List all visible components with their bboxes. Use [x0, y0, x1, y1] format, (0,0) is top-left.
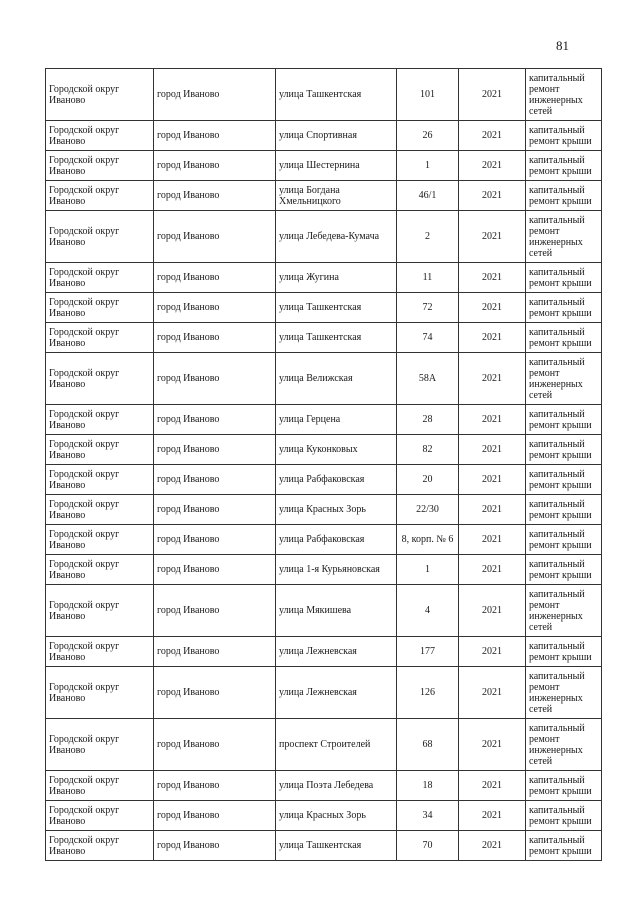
- cell-okrug: Городской округ Иваново: [46, 211, 154, 263]
- cell-work: капитальный ремонт крыши: [526, 151, 602, 181]
- cell-house: 4: [397, 585, 459, 637]
- table-row: [46, 719, 602, 771]
- cell-street: улица 1-я Курьяновская: [276, 555, 397, 585]
- cell-year: 2021: [459, 69, 526, 121]
- cell-year: 2021: [459, 831, 526, 861]
- cell-okrug: Городской округ Иваново: [46, 353, 154, 405]
- cell-year: 2021: [459, 667, 526, 719]
- cell-okrug: Городской округ Иваново: [46, 151, 154, 181]
- table-row: [46, 667, 602, 719]
- cell-street: улица Ташкентская: [276, 69, 397, 121]
- cell-street: улица Ташкентская: [276, 831, 397, 861]
- cell-house: 72: [397, 293, 459, 323]
- cell-city: город Иваново: [154, 555, 276, 585]
- cell-year: 2021: [459, 181, 526, 211]
- cell-work: капитальный ремонт крыши: [526, 405, 602, 435]
- table-body: [46, 69, 602, 861]
- cell-work: капитальный ремонт крыши: [526, 771, 602, 801]
- cell-work: капитальный ремонт инженерных сетей: [526, 211, 602, 263]
- cell-okrug: Городской округ Иваново: [46, 405, 154, 435]
- cell-city: город Иваново: [154, 667, 276, 719]
- cell-house: 46/1: [397, 181, 459, 211]
- cell-okrug: Городской округ Иваново: [46, 719, 154, 771]
- table-row: [46, 831, 602, 861]
- cell-street: улица Лебедева-Кумача: [276, 211, 397, 263]
- cell-okrug: Городской округ Иваново: [46, 465, 154, 495]
- cell-okrug: Городской округ Иваново: [46, 435, 154, 465]
- cell-okrug: Городской округ Иваново: [46, 263, 154, 293]
- cell-house: 22/30: [397, 495, 459, 525]
- table-row: [46, 211, 602, 263]
- cell-street: улица Рабфаковская: [276, 525, 397, 555]
- table-row: [46, 69, 602, 121]
- cell-work: капитальный ремонт крыши: [526, 181, 602, 211]
- cell-work: капитальный ремонт крыши: [526, 801, 602, 831]
- table-row: [46, 293, 602, 323]
- cell-year: 2021: [459, 323, 526, 353]
- table-row: [46, 585, 602, 637]
- cell-city: город Иваново: [154, 353, 276, 405]
- table-row: [46, 323, 602, 353]
- cell-house: 70: [397, 831, 459, 861]
- cell-year: 2021: [459, 435, 526, 465]
- registry-table: [45, 68, 602, 861]
- cell-city: город Иваново: [154, 435, 276, 465]
- cell-house: 8, корп. № 6: [397, 525, 459, 555]
- cell-year: 2021: [459, 637, 526, 667]
- cell-work: капитальный ремонт крыши: [526, 323, 602, 353]
- table-row: [46, 263, 602, 293]
- cell-street: улица Куконковых: [276, 435, 397, 465]
- cell-street: улица Богдана Хмельницкого: [276, 181, 397, 211]
- cell-work: капитальный ремонт крыши: [526, 465, 602, 495]
- cell-work: капитальный ремонт крыши: [526, 525, 602, 555]
- table-row: [46, 771, 602, 801]
- cell-street: улица Ташкентская: [276, 323, 397, 353]
- cell-street: улица Лежневская: [276, 637, 397, 667]
- cell-house: 11: [397, 263, 459, 293]
- cell-okrug: Городской округ Иваново: [46, 771, 154, 801]
- cell-work: капитальный ремонт крыши: [526, 121, 602, 151]
- cell-okrug: Городской округ Иваново: [46, 121, 154, 151]
- table-row: [46, 495, 602, 525]
- cell-street: улица Ташкентская: [276, 293, 397, 323]
- cell-year: 2021: [459, 525, 526, 555]
- cell-year: 2021: [459, 211, 526, 263]
- cell-year: 2021: [459, 263, 526, 293]
- cell-street: улица Поэта Лебедева: [276, 771, 397, 801]
- cell-year: 2021: [459, 293, 526, 323]
- table-row: [46, 353, 602, 405]
- cell-house: 26: [397, 121, 459, 151]
- cell-city: город Иваново: [154, 181, 276, 211]
- cell-year: 2021: [459, 771, 526, 801]
- cell-okrug: Городской округ Иваново: [46, 323, 154, 353]
- cell-work: капитальный ремонт крыши: [526, 555, 602, 585]
- cell-house: 18: [397, 771, 459, 801]
- table-row: [46, 181, 602, 211]
- cell-okrug: Городской округ Иваново: [46, 181, 154, 211]
- cell-house: 2: [397, 211, 459, 263]
- cell-city: город Иваново: [154, 719, 276, 771]
- cell-work: капитальный ремонт крыши: [526, 637, 602, 667]
- table-row: [46, 435, 602, 465]
- cell-street: улица Жугина: [276, 263, 397, 293]
- cell-house: 34: [397, 801, 459, 831]
- cell-street: проспект Строителей: [276, 719, 397, 771]
- table-row: [46, 465, 602, 495]
- cell-okrug: Городской округ Иваново: [46, 495, 154, 525]
- cell-work: капитальный ремонт инженерных сетей: [526, 69, 602, 121]
- cell-year: 2021: [459, 121, 526, 151]
- cell-house: 28: [397, 405, 459, 435]
- cell-year: 2021: [459, 585, 526, 637]
- cell-work: капитальный ремонт инженерных сетей: [526, 667, 602, 719]
- cell-year: 2021: [459, 555, 526, 585]
- cell-okrug: Городской округ Иваново: [46, 637, 154, 667]
- cell-city: город Иваново: [154, 831, 276, 861]
- cell-city: город Иваново: [154, 771, 276, 801]
- cell-work: капитальный ремонт крыши: [526, 495, 602, 525]
- cell-year: 2021: [459, 801, 526, 831]
- cell-okrug: Городской округ Иваново: [46, 555, 154, 585]
- table-row: [46, 405, 602, 435]
- table-row: [46, 151, 602, 181]
- page-number: 81: [556, 38, 569, 53]
- cell-house: 68: [397, 719, 459, 771]
- cell-work: капитальный ремонт инженерных сетей: [526, 353, 602, 405]
- cell-house: 58А: [397, 353, 459, 405]
- cell-street: улица Велижская: [276, 353, 397, 405]
- cell-city: город Иваново: [154, 263, 276, 293]
- cell-okrug: Городской округ Иваново: [46, 801, 154, 831]
- cell-city: город Иваново: [154, 801, 276, 831]
- cell-house: 82: [397, 435, 459, 465]
- cell-house: 1: [397, 151, 459, 181]
- cell-city: город Иваново: [154, 211, 276, 263]
- cell-okrug: Городской округ Иваново: [46, 525, 154, 555]
- cell-house: 126: [397, 667, 459, 719]
- cell-work: капитальный ремонт инженерных сетей: [526, 585, 602, 637]
- cell-year: 2021: [459, 151, 526, 181]
- cell-house: 74: [397, 323, 459, 353]
- cell-city: город Иваново: [154, 151, 276, 181]
- cell-city: город Иваново: [154, 637, 276, 667]
- cell-house: 1: [397, 555, 459, 585]
- cell-street: улица Спортивная: [276, 121, 397, 151]
- cell-okrug: Городской округ Иваново: [46, 831, 154, 861]
- cell-street: улица Красных Зорь: [276, 801, 397, 831]
- cell-house: 101: [397, 69, 459, 121]
- cell-street: улица Красных Зорь: [276, 495, 397, 525]
- cell-okrug: Городской округ Иваново: [46, 585, 154, 637]
- table-row: [46, 121, 602, 151]
- cell-city: город Иваново: [154, 465, 276, 495]
- cell-city: город Иваново: [154, 121, 276, 151]
- cell-okrug: Городской округ Иваново: [46, 293, 154, 323]
- table-row: [46, 637, 602, 667]
- cell-work: капитальный ремонт крыши: [526, 293, 602, 323]
- cell-city: город Иваново: [154, 495, 276, 525]
- table-row: [46, 801, 602, 831]
- cell-work: капитальный ремонт крыши: [526, 831, 602, 861]
- cell-okrug: Городской округ Иваново: [46, 667, 154, 719]
- cell-city: город Иваново: [154, 69, 276, 121]
- cell-house: 177: [397, 637, 459, 667]
- cell-street: улица Шестернина: [276, 151, 397, 181]
- cell-year: 2021: [459, 465, 526, 495]
- cell-year: 2021: [459, 405, 526, 435]
- cell-city: город Иваново: [154, 323, 276, 353]
- cell-year: 2021: [459, 719, 526, 771]
- cell-city: город Иваново: [154, 293, 276, 323]
- cell-street: улица Мякишева: [276, 585, 397, 637]
- cell-street: улица Рабфаковская: [276, 465, 397, 495]
- cell-house: 20: [397, 465, 459, 495]
- cell-year: 2021: [459, 495, 526, 525]
- cell-city: город Иваново: [154, 405, 276, 435]
- cell-street: улица Герцена: [276, 405, 397, 435]
- cell-okrug: Городской округ Иваново: [46, 69, 154, 121]
- cell-street: улица Лежневская: [276, 667, 397, 719]
- cell-city: город Иваново: [154, 585, 276, 637]
- cell-work: капитальный ремонт крыши: [526, 263, 602, 293]
- cell-year: 2021: [459, 353, 526, 405]
- cell-work: капитальный ремонт крыши: [526, 435, 602, 465]
- table-row: [46, 525, 602, 555]
- table-row: [46, 555, 602, 585]
- cell-city: город Иваново: [154, 525, 276, 555]
- cell-work: капитальный ремонт инженерных сетей: [526, 719, 602, 771]
